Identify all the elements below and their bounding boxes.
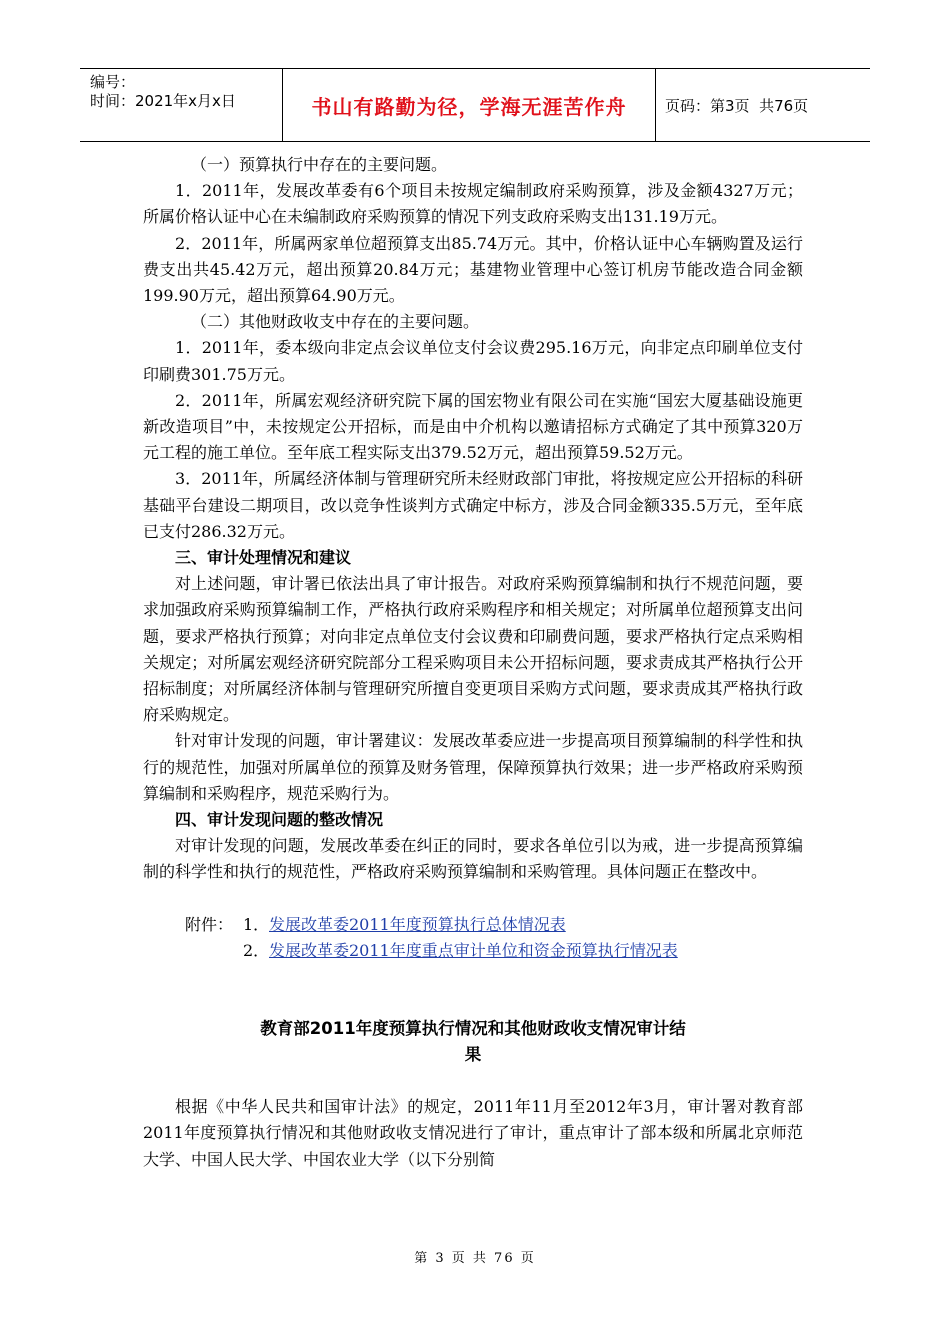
document-body xyxy=(143,152,803,1173)
spacer xyxy=(143,1068,803,1094)
paragraph: 对上述问题，审计署已依法出具了审计报告。对政府采购预算编制和执行不规范问题，要求加强政府采购预算编制工作，严格执行政府采购程序和相关规定；对所属单位超预算支出问题，要求严格执行预算；对向非定点单位支付会议费和印刷费问题，要求严格执行定点采购相关规定；对所属宏观经济研究院部分工程采购项目未公开招标问题，要求责成其严格执行公开招标制度；对所属经济体制与管理研究所擅自变更项目采购方式问题，要求责成其严格执行政府采购规定。 xyxy=(143,574,803,725)
time-label: 时间：2021年x月x日 xyxy=(90,92,236,110)
header-right-cell xyxy=(656,69,870,141)
annex-item xyxy=(185,912,803,938)
paragraph: 对审计发现的问题，发展改革委在纠正的同时，要求各单位引以为戒，进一步提高预算编制的科学性和执行的规范性，严格政府采购预算编制和采购管理。具体问题正在整改中。 xyxy=(143,836,803,882)
annex-number: 1． xyxy=(243,914,270,934)
paragraph: 2．2011年，所属两家单位超预算支出85.74万元。其中，价格认证中心车辆购置及运行费支出共45.42万元，超出预算20.84万元；基建物业管理中心签订机房节能改造合同金额199.90万元，超出预算64.90万元。 xyxy=(143,233,803,306)
header-left-cell xyxy=(80,69,283,141)
section-heading: 三、审计处理情况和建议 xyxy=(175,548,352,568)
annex-label-spacer xyxy=(185,938,243,964)
paragraph: 针对审计发现的问题，审计署建议：发展改革委应进一步提高项目预算编制的科学性和执行的规范性，加强对所属单位的预算及财务管理，保障预算执行效果；进一步严格政府采购预算编制和采购程序，规范采购行为。 xyxy=(143,731,803,803)
header-table xyxy=(80,68,870,142)
paragraph: 2．2011年，所属宏观经济研究院下属的国宏物业有限公司在实施“国宏大厦基础设施更新改造项目”中，未按规定公开招标，而是由中介机构以邀请招标方式确定了其中预算320万元工程的施工单位。至年底工程实际支出379.52万元，超出预算59.52万元。 xyxy=(143,390,803,463)
paragraph: 3．2011年，所属经济体制与管理研究所未经财政部门审批，将按规定应公开招标的科研基础平台建设二期项目，改以竞争性谈判方式确定中标方，涉及合同金额335.5万元，至年底已支付286.32万元。 xyxy=(143,469,803,541)
paragraph: 1．2011年，发展改革委有6个项目未按规定编制政府采购预算，涉及金额4327万元；所属价格认证中心在未编制政府采购预算的情况下列支政府采购支出131.19万元。 xyxy=(143,181,803,227)
paragraph: 根据《中华人民共和国审计法》的规定，2011年11月至2012年3月，审计署对教育部2011年度预算执行情况和其他财政收支情况进行了审计，重点审计了部本级和所属北京师范大学、中国人民大学、中国农业大学（以下分别简 xyxy=(143,1097,803,1169)
annex-label: 附件： xyxy=(185,914,234,934)
paragraph: （一）预算执行中存在的主要问题。 xyxy=(191,155,448,174)
annex-link-2[interactable]: 发展改革委2011年度重点审计单位和资金预算执行情况表 xyxy=(269,940,678,960)
spacer xyxy=(143,886,803,912)
section-heading: 四、审计发现问题的整改情况 xyxy=(175,810,384,830)
paragraph: 1．2011年，委本级向非定点会议单位支付会议费295.16万元，向非定点印刷单位支付印刷费301.75万元。 xyxy=(143,338,803,384)
page-footer: 第 3 页 共 76 页 xyxy=(414,1251,536,1266)
spacer xyxy=(143,990,803,1016)
report-title-line-1: 教育部2011年度预算执行情况和其他财政收支情况审计结 xyxy=(260,1019,686,1039)
paragraph: （二）其他财政收支中存在的主要问题。 xyxy=(191,312,480,332)
annex-link-1[interactable]: 发展改革委2011年度预算执行总体情况表 xyxy=(269,914,566,934)
number-label: 编号： xyxy=(90,73,136,91)
spacer xyxy=(143,964,803,990)
annex-number: 2． xyxy=(243,940,270,960)
annex-list xyxy=(143,912,803,964)
annex-item xyxy=(185,938,803,964)
report-title-line-2: 果 xyxy=(464,1045,482,1065)
motto: 书山有路勤为径，学海无涯苦作舟 xyxy=(283,69,656,141)
page-info: 页码：第3页 共76页 xyxy=(665,96,809,115)
